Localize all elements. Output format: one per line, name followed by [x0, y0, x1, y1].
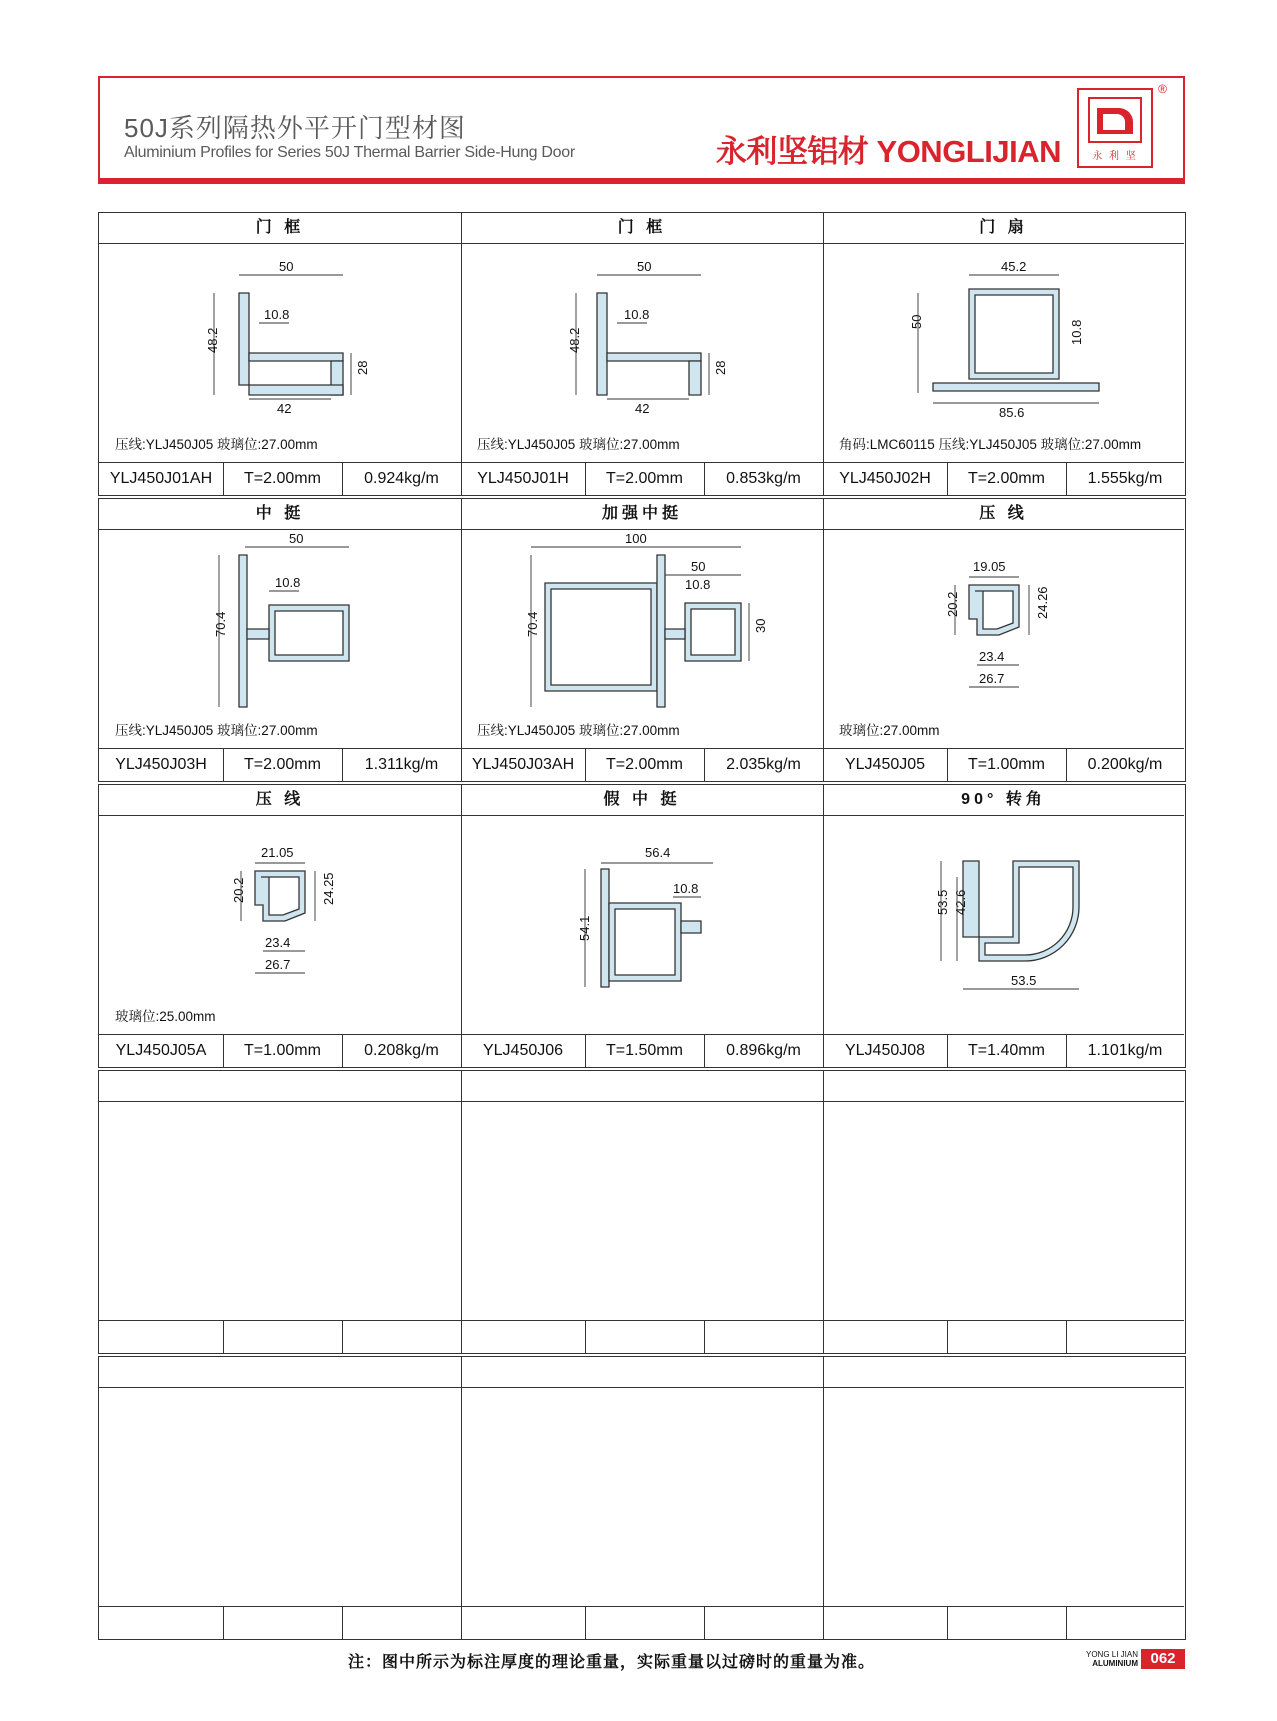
profile-spec-row [99, 1034, 461, 1067]
svg-text:10.8: 10.8 [275, 575, 301, 590]
profile-thickness: T=1.00mm [947, 749, 1067, 781]
empty-spec-row [823, 1320, 1184, 1353]
profile-drawing [461, 245, 823, 461]
profile-thickness: T=2.00mm [585, 749, 705, 781]
profile-code: YLJ450J08 [823, 1035, 948, 1067]
svg-text:21.05: 21.05 [261, 845, 294, 860]
brand-logo [1077, 88, 1153, 168]
profile-title: 中 挺 [99, 499, 461, 530]
empty-title [823, 1071, 1184, 1102]
profile-card [461, 785, 824, 1067]
footer-brand [1086, 1650, 1138, 1668]
profile-note: 压线:YLJ450J05 玻璃位:27.00mm [115, 437, 318, 452]
profile-drawing [99, 817, 461, 1033]
profile-title: 门 扇 [823, 213, 1184, 244]
profile-title: 假 中 挺 [461, 785, 823, 816]
page-header [98, 76, 1185, 180]
profile-drawing [823, 531, 1184, 747]
profile-weight: 1.311kg/m [364, 756, 439, 773]
profile-row-3 [98, 784, 1186, 1068]
svg-text:50: 50 [637, 259, 652, 274]
profile-thickness: T=2.00mm [223, 463, 343, 495]
svg-text:10.8: 10.8 [673, 881, 699, 896]
profile-code: YLJ450J06 [461, 1035, 586, 1067]
profile-section-icon [823, 817, 1184, 1033]
profile-title: 压 线 [823, 499, 1184, 530]
profile-weight: 1.101kg/m [1087, 1042, 1163, 1059]
svg-text:48.2: 48.2 [205, 327, 220, 353]
empty-card [461, 1357, 824, 1639]
profile-card [99, 499, 462, 781]
profile-spec-row [99, 462, 461, 495]
profile-section-icon [823, 531, 1184, 747]
profile-weight: 0.200kg/m [1087, 756, 1163, 773]
profile-card [823, 785, 1184, 1067]
empty-title [461, 1071, 823, 1102]
svg-text:45.2: 45.2 [1001, 259, 1027, 274]
page-title-en: Aluminium Profiles for Series 50J Thermal Barrier Side-Hung Door [124, 144, 575, 161]
profile-weight: 0.896kg/m [726, 1042, 801, 1059]
svg-text:56.4: 56.4 [645, 845, 671, 860]
profile-drawing [461, 531, 823, 747]
svg-text:48.2: 48.2 [567, 327, 582, 353]
svg-text:10.8: 10.8 [624, 307, 650, 322]
profile-spec-row [823, 748, 1184, 781]
profile-weight: 0.924kg/m [364, 470, 439, 487]
svg-text:50: 50 [691, 559, 706, 574]
svg-text:70.4: 70.4 [213, 611, 228, 637]
svg-text:53.5: 53.5 [935, 889, 950, 915]
profile-thickness: T=1.00mm [223, 1035, 343, 1067]
empty-spec-row [823, 1606, 1184, 1639]
profile-title: 压 线 [99, 785, 461, 816]
svg-text:23.4: 23.4 [265, 935, 291, 950]
profile-code: YLJ450J03AH [461, 749, 586, 781]
profile-code: YLJ450J02H [823, 463, 948, 495]
profile-section-icon [823, 245, 1184, 461]
svg-text:28: 28 [713, 360, 728, 375]
empty-spec-row [461, 1320, 823, 1353]
profile-thickness: T=2.00mm [223, 749, 343, 781]
profile-card [99, 213, 462, 495]
profile-title: 门 框 [461, 213, 823, 244]
empty-title [461, 1357, 823, 1388]
profile-title: 90° 转角 [823, 785, 1184, 816]
profile-drawing [99, 531, 461, 747]
svg-text:53.5: 53.5 [1011, 973, 1037, 988]
empty-title [823, 1357, 1184, 1388]
empty-title [99, 1357, 461, 1388]
empty-row-2 [98, 1356, 1186, 1640]
empty-row-1 [98, 1070, 1186, 1354]
profile-drawing [823, 245, 1184, 461]
svg-text:20.2: 20.2 [945, 591, 960, 617]
logo-caption: 永 利 坚 [1092, 151, 1138, 162]
svg-text:28: 28 [355, 360, 370, 375]
profile-note: 压线:YLJ450J05 玻璃位:27.00mm [477, 437, 680, 452]
profile-title: 加强中挺 [461, 499, 823, 530]
empty-title [99, 1071, 461, 1102]
svg-text:42: 42 [635, 401, 650, 416]
profile-thickness: T=2.00mm [585, 463, 705, 495]
profile-section-icon [461, 245, 823, 461]
footer-brand-line2: ALUMINIUM [1092, 1659, 1138, 1668]
profile-thickness: T=1.50mm [585, 1035, 705, 1067]
svg-text:50: 50 [289, 531, 304, 546]
profile-row-2 [98, 498, 1186, 782]
svg-text:50: 50 [909, 314, 924, 329]
svg-text:26.7: 26.7 [979, 671, 1005, 686]
profile-title: 门 框 [99, 213, 461, 244]
empty-spec-row [461, 1606, 823, 1639]
empty-card [461, 1071, 824, 1353]
svg-text:42: 42 [277, 401, 292, 416]
profile-weight: 0.853kg/m [726, 470, 801, 487]
profile-spec-row [823, 1034, 1184, 1067]
profile-note: 角码:LMC60115 压线:YLJ450J05 玻璃位:27.00mm [839, 437, 1142, 452]
empty-card [99, 1071, 462, 1353]
svg-text:19.05: 19.05 [973, 559, 1006, 574]
empty-spec-row [99, 1320, 461, 1353]
logo-mark-icon [1079, 90, 1151, 150]
profile-drawing [823, 817, 1184, 1033]
empty-card [823, 1357, 1184, 1639]
page-title-cn: 50J系列隔热外平开门型材图 [124, 113, 466, 143]
profile-note: 压线:YLJ450J05 玻璃位:27.00mm [477, 723, 680, 738]
profile-spec-row [461, 748, 823, 781]
svg-text:24.25: 24.25 [321, 872, 336, 905]
svg-text:10.8: 10.8 [685, 577, 711, 592]
profile-spec-row [461, 462, 823, 495]
profile-section-icon [99, 245, 461, 461]
profile-drawing [99, 245, 461, 461]
profile-card [461, 499, 824, 781]
profile-card [99, 785, 462, 1067]
profile-section-icon [99, 531, 461, 747]
svg-text:10.8: 10.8 [264, 307, 290, 322]
profile-code: YLJ450J05A [99, 1035, 224, 1067]
header-rule [98, 178, 1185, 184]
svg-text:50: 50 [279, 259, 294, 274]
svg-text:30: 30 [753, 618, 768, 633]
svg-text:100: 100 [625, 531, 647, 546]
profile-section-icon [461, 531, 823, 747]
profile-code: YLJ450J01AH [99, 463, 224, 495]
svg-text:24.26: 24.26 [1035, 586, 1050, 619]
footer-brand-line1: YONG LI JIAN [1086, 1650, 1139, 1659]
profile-card [823, 213, 1184, 495]
profile-weight: 0.208kg/m [364, 1042, 439, 1059]
profile-weight: 2.035kg/m [726, 756, 801, 773]
svg-text:26.7: 26.7 [265, 957, 291, 972]
profile-code: YLJ450J01H [461, 463, 586, 495]
profile-thickness: T=2.00mm [947, 463, 1067, 495]
svg-text:42.6: 42.6 [953, 889, 968, 915]
svg-text:23.4: 23.4 [979, 649, 1005, 664]
profile-spec-row [461, 1034, 823, 1067]
empty-card [823, 1071, 1184, 1353]
empty-spec-row [99, 1606, 461, 1639]
profile-note: 压线:YLJ450J05 玻璃位:27.00mm [115, 723, 318, 738]
profile-section-icon [461, 817, 823, 1033]
page-number: 062 [1141, 1649, 1185, 1669]
brand-name: 永利坚铝材 YONGLIJIAN [715, 134, 1061, 169]
svg-text:85.6: 85.6 [999, 405, 1025, 420]
profile-note: 玻璃位:25.00mm [115, 1009, 216, 1024]
svg-text:70.4: 70.4 [525, 611, 540, 637]
empty-card [99, 1357, 462, 1639]
profile-spec-row [99, 748, 461, 781]
profile-thickness: T=1.40mm [947, 1035, 1067, 1067]
profile-note: 玻璃位:27.00mm [839, 723, 940, 738]
profile-drawing [461, 817, 823, 1033]
footnote: 注：图中所示为标注厚度的理论重量，实际重量以过磅时的重量为准。 [348, 1654, 876, 1671]
svg-text:20.2: 20.2 [231, 877, 246, 903]
registered-mark: ® [1158, 82, 1167, 96]
profile-card [461, 213, 824, 495]
svg-text:54.1: 54.1 [577, 915, 592, 941]
profile-code: YLJ450J05 [823, 749, 948, 781]
profile-weight: 1.555kg/m [1087, 470, 1163, 487]
profile-section-icon [99, 817, 461, 1033]
profile-row-1 [98, 212, 1186, 496]
profile-card [823, 499, 1184, 781]
svg-text:10.8: 10.8 [1069, 319, 1084, 345]
profile-code: YLJ450J03H [99, 749, 224, 781]
profile-spec-row [823, 462, 1184, 495]
